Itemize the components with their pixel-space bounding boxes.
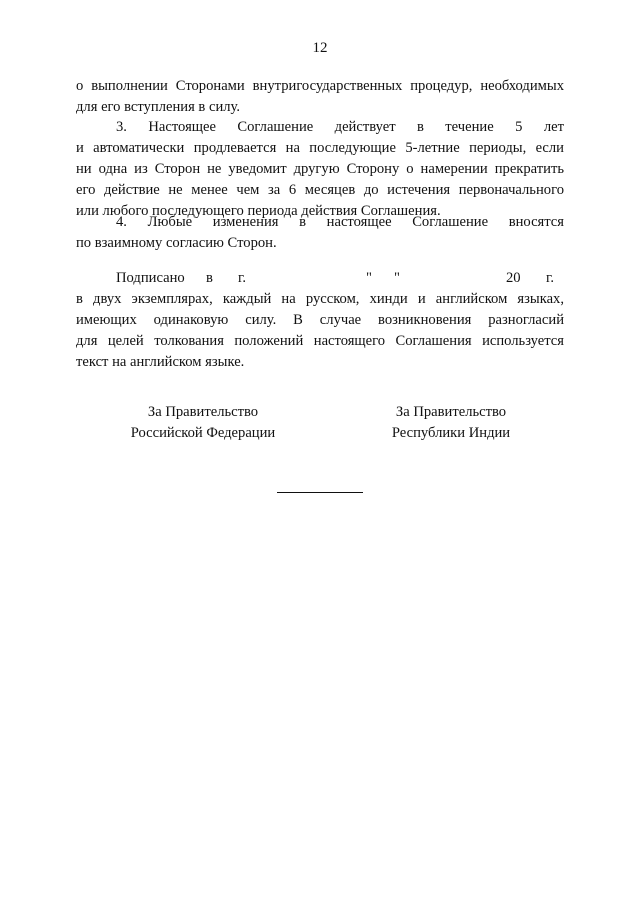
text-line: для его вступления в силу. [76, 99, 241, 115]
signed-in: в [206, 270, 213, 286]
signature-block-russia [88, 402, 318, 444]
signed-quote-close: " [394, 270, 400, 286]
signed-year-suffix: г. [546, 270, 554, 286]
signature-label: За Правительство [395, 404, 507, 420]
text-line: имеющих одинаковую силу. В случае возникновения разногласий [76, 312, 564, 328]
signature-party: Российской Федерации [130, 425, 276, 441]
text-line: 4. Любые изменения в настоящее Соглашение вносятся [116, 214, 564, 230]
end-separator-line [277, 492, 363, 493]
text-line: 3. Настоящее Соглашение действует в течение 5 лет [116, 119, 564, 135]
signed-place-date-line [76, 268, 564, 289]
text-line: для целей толкования положений настоящего Соглашения используется [76, 333, 564, 349]
signed-word: Подписано [116, 270, 185, 286]
text-line: и автоматически продлевается на последующие 5-летние периоды, если [76, 140, 564, 156]
text-line: о выполнении Сторонами внутригосударственных процедур, необходимых [76, 78, 564, 94]
text-line: ни одна из Сторон не уведомит другую Сторону о намерении прекратить [76, 161, 564, 177]
signature-block-india [336, 402, 566, 444]
text-line: его действие не менее чем за 6 месяцев до истечения первоначального [76, 182, 564, 198]
page-number: 12 [312, 40, 328, 56]
signed-city-abbr: г. [238, 270, 246, 286]
paragraph-3 [76, 117, 564, 222]
paragraph-continuation [76, 76, 564, 118]
text-line: по взаимному согласию Сторон. [76, 235, 277, 251]
text-line: в двух экземплярах, каждый на русском, хинди и английском языках, [76, 291, 564, 307]
signed-quote-open: " [366, 270, 372, 286]
text-line: или любого последующего периода действия Соглашения. [76, 203, 441, 219]
signing-paragraph [76, 268, 564, 373]
signature-party: Республики Индии [391, 425, 511, 441]
text-line: текст на английском языке. [76, 354, 245, 370]
signature-label: За Правительство [147, 404, 259, 420]
paragraph-4 [76, 212, 564, 254]
signed-year-prefix: 20 [506, 270, 521, 286]
